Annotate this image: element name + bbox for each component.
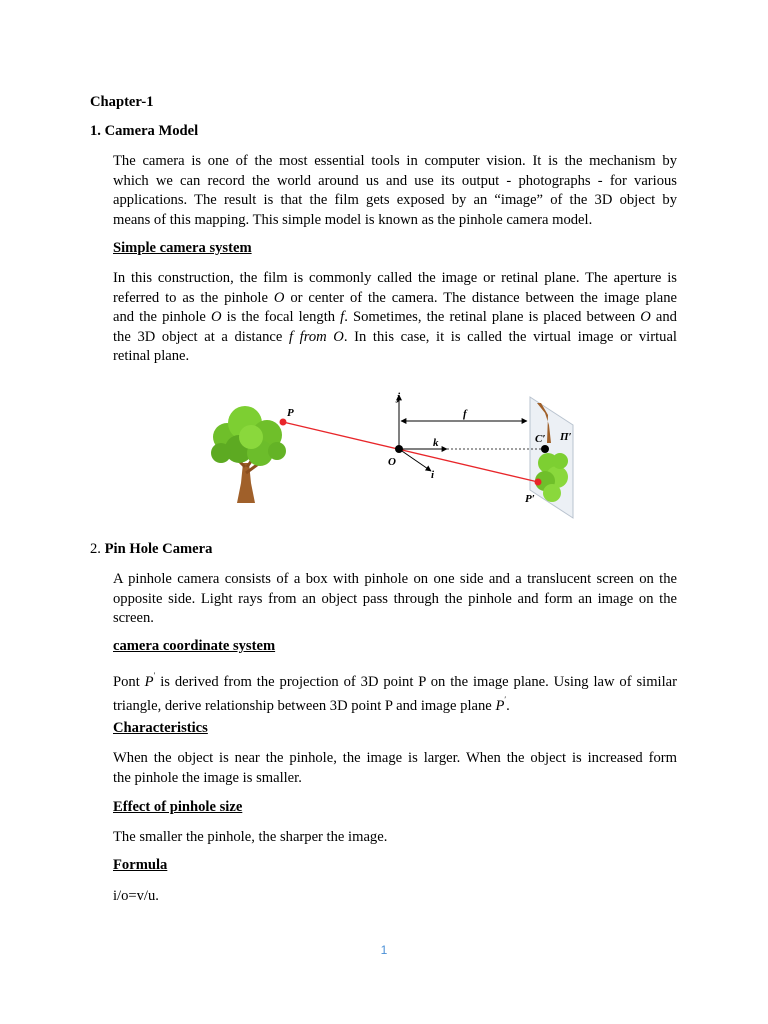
camera-coordinate-heading: camera coordinate system — [113, 638, 276, 654]
pinhole-size-heading: Effect of pinhole size — [113, 799, 243, 815]
text-line: In this construction, the film is commonly called the image or retinal plane. The aperture is — [113, 270, 677, 286]
simple-camera-heading: Simple camera system — [113, 240, 252, 256]
section2-number: 2. — [90, 541, 101, 557]
formula-heading: Formula — [113, 857, 168, 873]
text-line: Pont P′ is derived from the projection of 3D point P on the image plane. Using law of similar — [113, 671, 677, 690]
i-axis — [399, 449, 431, 471]
text-line: screen. — [113, 610, 154, 626]
label-p: P — [287, 407, 294, 419]
label-pi-prime: Π′ — [560, 431, 572, 443]
pinhole-o — [395, 445, 403, 453]
text-line: the pinhole the image is smaller. — [113, 769, 302, 786]
characteristics-heading: Characteristics — [113, 720, 208, 736]
point-c-prime — [541, 445, 549, 453]
light-ray — [283, 422, 538, 482]
chapter-title: Chapter-1 — [90, 94, 154, 110]
section2-intro — [113, 570, 677, 629]
page-number: 1 — [380, 943, 388, 957]
coordinate-paragraph — [113, 668, 677, 717]
tree-icon — [211, 406, 286, 503]
pinhole-size-text: The smaller the pinhole, the sharper the image. — [113, 829, 388, 845]
formula-text: i/o=v/u. — [113, 888, 159, 904]
text-line: means of this mapping. This simple model is known as the pinhole camera model. — [113, 211, 593, 228]
label-o: O — [388, 456, 396, 468]
characteristics-paragraph — [113, 749, 677, 788]
section1-construction — [113, 269, 677, 367]
label-c-prime: C′ — [535, 433, 546, 445]
point-p — [280, 419, 287, 426]
text-line: the 3D object at a distance f from O. In this case, it is called the virtual image or virtual — [113, 328, 677, 345]
text-line: A pinhole camera consists of a box with pinhole on one side and a translucent screen on the — [113, 571, 677, 587]
section2-heading — [90, 541, 212, 558]
text-line: The camera is one of the most essential tools in computer vision. It is the mechanism by — [113, 153, 677, 169]
section1-heading: 1. Camera Model — [90, 123, 199, 139]
label-k: k — [433, 437, 439, 449]
text-line: and the pinhole O is the focal length f. Sometimes, the retinal plane is placed between O and — [113, 309, 677, 325]
section1-intro — [113, 152, 677, 230]
text-line: which we can record the world around us and use its output - photographs - for various — [113, 172, 677, 189]
label-p-prime: P′ — [525, 493, 535, 505]
section2-title: Pin Hole Camera — [104, 541, 213, 557]
text-line: When the object is near the pinhole, the image is larger. When the object is increased form — [113, 750, 677, 766]
label-f: f — [463, 408, 467, 420]
label-i: i — [431, 469, 435, 481]
pinhole-camera-diagram — [205, 385, 585, 520]
text-line: retinal plane. — [113, 348, 190, 364]
point-p-prime — [535, 479, 542, 486]
text-line: opposite side. Light rays from an object pass through the pinhole and form an image on the — [113, 590, 677, 607]
text-line: referred to as the pinhole O or center of the camera. The distance between the image plane — [113, 289, 678, 306]
text-line: triangle, derive relationship between 3D point P and image plane P′. — [113, 695, 510, 715]
label-j: j — [397, 391, 401, 403]
text-line: applications. The result is that the film gets exposed by an “image” of the 3D object by — [113, 192, 677, 208]
